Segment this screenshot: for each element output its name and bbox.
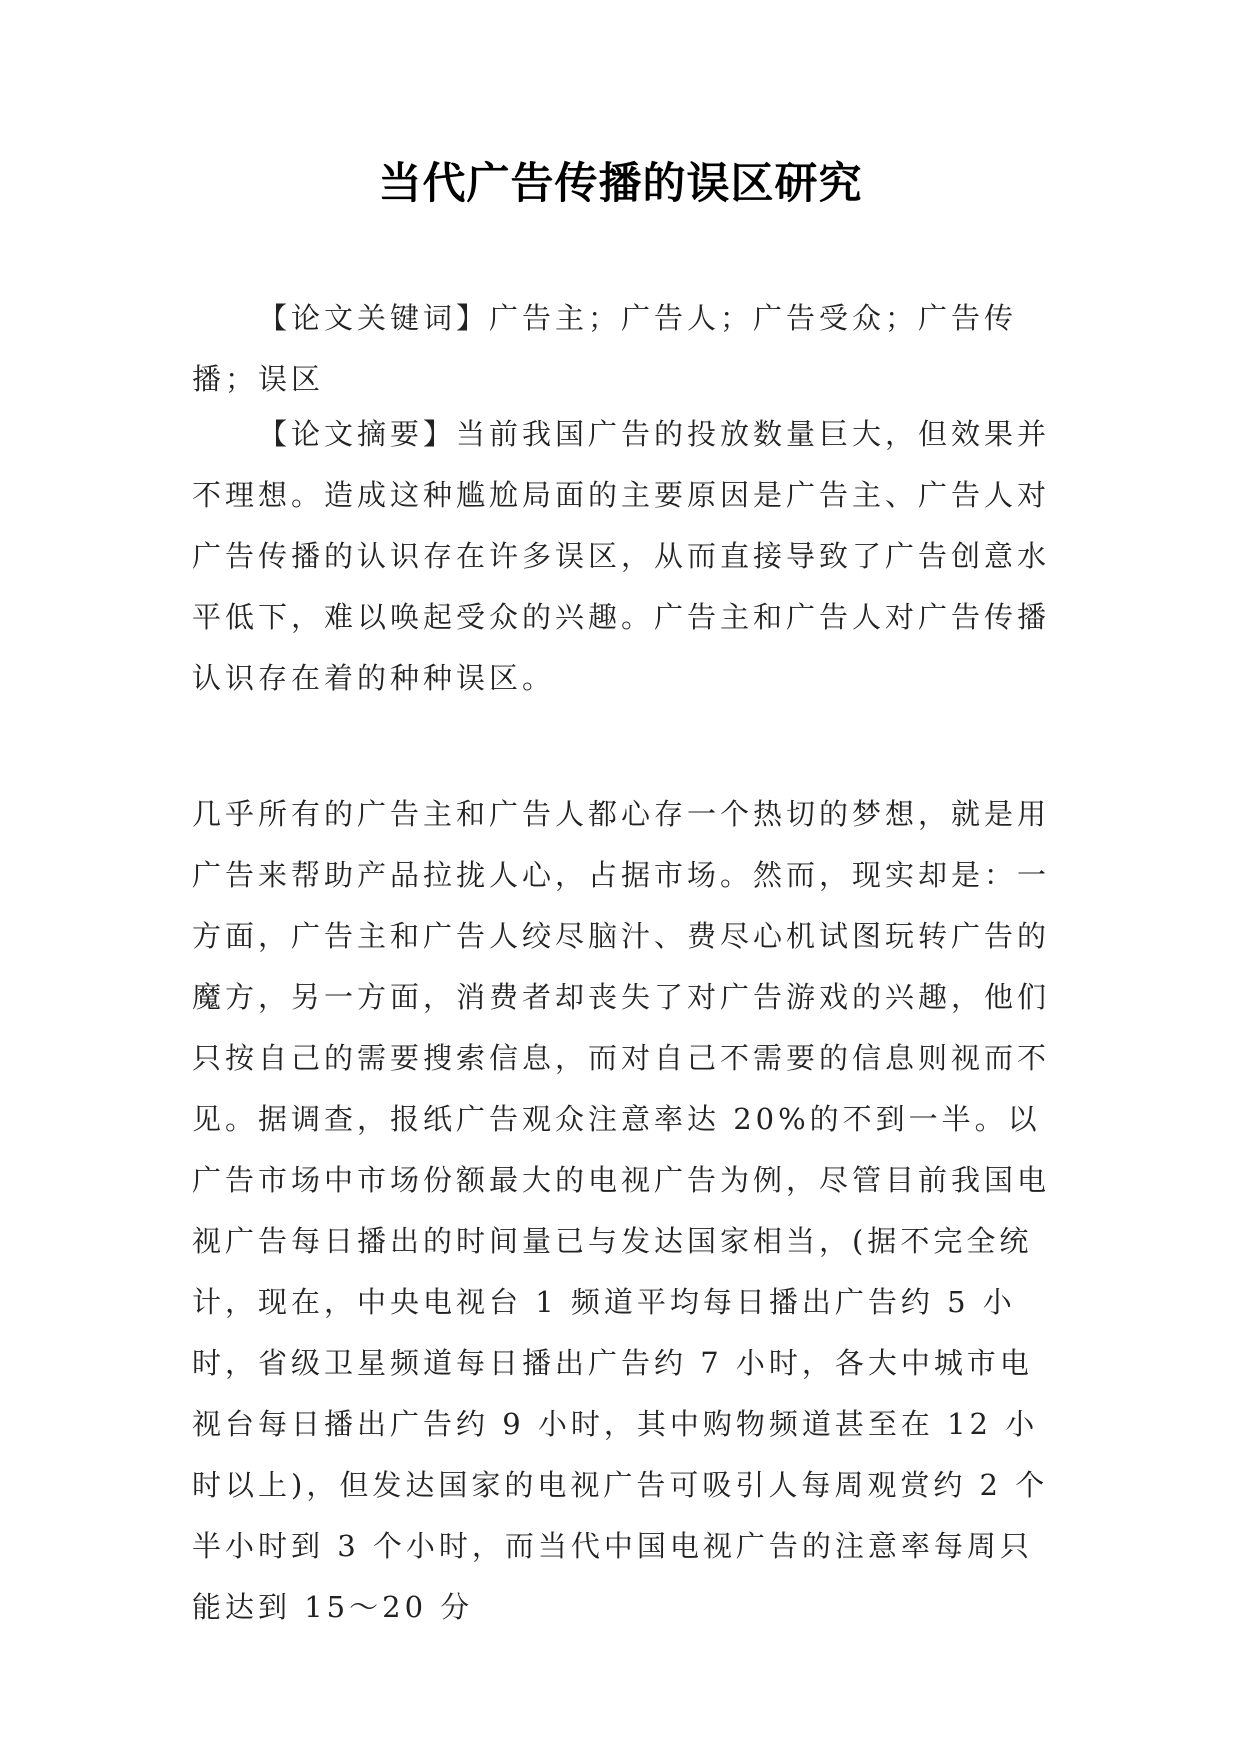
abstract-paragraph: 【论文摘要】当前我国广告的投放数量巨大，但效果并不理想。造成这种尴尬局面的主要原因是广告主、广告人对广告传播的认识存在许多误区，从而直接导致了广告创意水平低下，难以唤起受众的兴趣。广告主和广告人对广告传播认识存在着的种种误区。 xyxy=(192,417,1051,695)
document-title: 当代广告传播的误区研究 xyxy=(378,159,863,209)
body-paragraph: 几乎所有的广告主和广告人都心存一个热切的梦想，就是用广告来帮助产品拉拢人心，占据市场。然而，现实却是：一方面，广告主和广告人绞尽脑汁、费尽心机试图玩转广告的魔方，另一方面，消费者却丧失了对广告游戏的兴趣，他们只按自己的需要搜索信息，而对自己不需要的信息则视而不见。据调查，报纸广告观众注意率达 20%的不到一半。以广告市场中市场份额最大的电视广告为例，尽管目前我国电视广告每日播出的时间量已与发达国家相当，(据不完全统计，现在，中央电视台 1 频道平均每日播出广告约 5 小时，省级卫星频道每日播出广告约 7 小时，各大中城市电视台每日播出广告约 9 小时，其中购物频道甚至在 12 小时以上)，但发达国家的电视广告可吸引人每周观赏约 2 个半小时到 3 个小时，而当代中国电视广告的注意率每周只能达到 15～20 分 xyxy=(192,797,1051,1624)
keywords-paragraph: 【论文关键词】广告主；广告人；广告受众；广告传播；误区 xyxy=(192,301,1018,396)
